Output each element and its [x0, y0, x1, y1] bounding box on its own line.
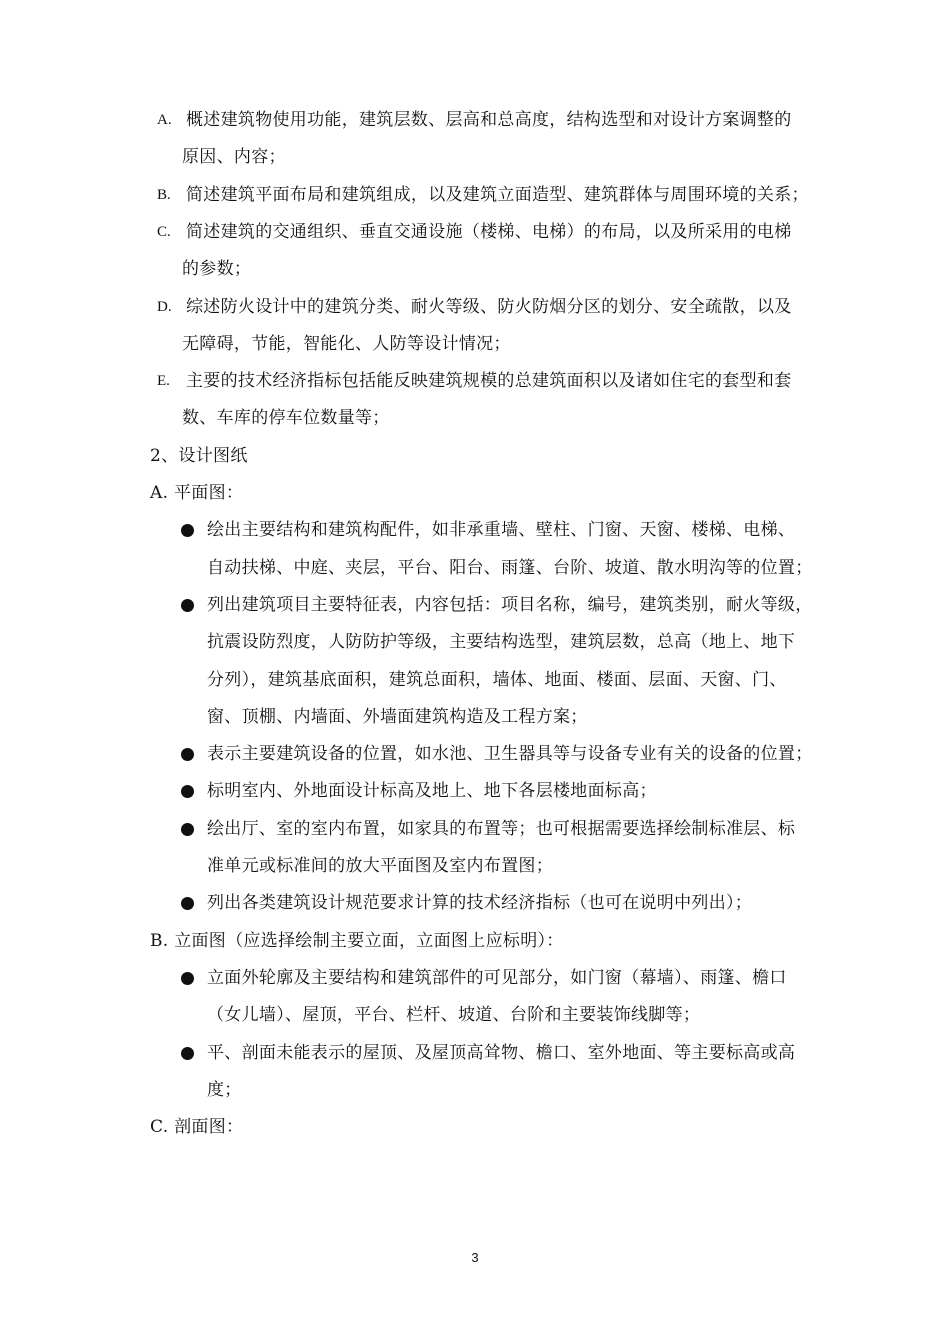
elevation-heading: B. 立面图（应选择绘制主要立面，立面图上应标明）： [150, 931, 564, 951]
bullet-dot [181, 524, 194, 537]
elevation-bullet-line: 平、剖面未能表示的屋顶、及屋顶高耸物、檐口、室外地面、等主要标高或高 [207, 1043, 796, 1063]
plan-bullet-line: 列出各类建筑设计规范要求计算的技术经济指标（也可在说明中列出）； [207, 893, 753, 913]
summary-item-line: 主要的技术经济指标包括能反映建筑规模的总建筑面积以及诸如住宅的套型和套 [186, 371, 792, 391]
plan-bullet-line: 标明室内、外地面设计标高及地上、地下各层楼地面标高； [207, 781, 657, 801]
summary-item-line: 无障碍，节能，智能化、人防等设计情况； [182, 334, 511, 354]
bullet-dot [181, 823, 194, 836]
summary-item-line: 综述防火设计中的建筑分类、耐火等级、防火防烟分区的划分、安全疏散，以及 [186, 297, 792, 317]
plan-bullet-line: 窗、顶棚、内墙面、外墙面建筑构造及工程方案； [207, 707, 588, 727]
bullet-dot [181, 972, 194, 985]
elevation-bullet-line: （女儿墙）、屋顶，平台、栏杆、坡道、台阶和主要装饰线脚等； [207, 1005, 701, 1025]
page-number: 3 [471, 1250, 479, 1265]
bullet-dot [181, 748, 194, 761]
plan-bullet-line: 分列），建筑基底面积，建筑总面积，墙体、地面、楼面、层面、天窗、门、 [207, 670, 787, 690]
plan-bullet-line: 表示主要建筑设备的位置，如水池、卫生器具等与设备专业有关的设备的位置； [207, 744, 813, 764]
summary-item-line: 简述建筑平面布局和建筑组成，以及建筑立面造型、建筑群体与周围环境的关系； [186, 185, 809, 205]
summary-item-label: D. [157, 299, 172, 315]
bullet-dot [181, 785, 194, 798]
plan-heading: A. 平面图： [150, 483, 244, 503]
bullet-dot [181, 1047, 194, 1060]
elevation-bullet-line: 度； [207, 1080, 242, 1100]
plan-bullet-line: 列出建筑项目主要特征表，内容包括：项目名称，编号，建筑类别，耐火等级， [207, 595, 813, 615]
section-title: 2、设计图纸 [150, 446, 248, 466]
summary-item-line: 原因、内容； [182, 147, 286, 167]
summary-item-line: 概述建筑物使用功能，建筑层数、层高和总高度，结构选型和对设计方案调整的 [186, 110, 792, 130]
summary-item-label: B. [157, 187, 171, 203]
elevation-bullet-line: 立面外轮廓及主要结构和建筑部件的可见部分，如门窗（幕墙）、雨篷、檐口 [207, 968, 787, 988]
summary-item-label: E. [157, 373, 170, 389]
summary-item-label: C. [157, 224, 171, 240]
summary-item-line: 的参数； [182, 259, 252, 279]
section-drawing-heading: C. 剖面图： [150, 1117, 244, 1137]
summary-item-line: 简述建筑的交通组织、垂直交通设施（楼梯、电梯）的布局，以及所采用的电梯 [186, 222, 792, 242]
bullet-dot [181, 897, 194, 910]
summary-item-line: 数、车库的停车位数量等； [182, 408, 390, 428]
plan-bullet-line: 绘出主要结构和建筑构配件，如非承重墙、壁柱、门窗、天窗、楼梯、电梯、 [207, 520, 796, 540]
plan-bullet-line: 准单元或标准间的放大平面图及室内布置图； [207, 856, 553, 876]
plan-bullet-line: 抗震设防烈度，人防防护等级，主要结构选型，建筑层数，总高（地上、地下 [207, 632, 796, 652]
plan-bullet-line: 绘出厅、室的室内布置，如家具的布置等；也可根据需要选择绘制标准层、标 [207, 819, 796, 839]
plan-bullet-line: 自动扶梯、中庭、夹层，平台、阳台、雨篷、台阶、坡道、散水明沟等的位置； [207, 558, 813, 578]
bullet-dot [181, 599, 194, 612]
summary-item-label: A. [157, 112, 172, 128]
